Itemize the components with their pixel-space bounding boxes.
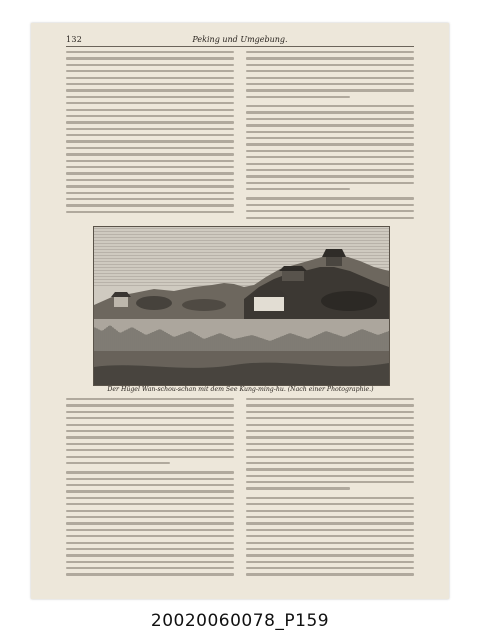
text-line [246,522,414,524]
text-line [246,210,414,212]
text-line [246,567,414,569]
text-line [246,131,414,133]
text-line [66,172,234,174]
landscape-engraving [94,227,389,385]
text-line [66,490,234,492]
text-line [66,417,234,419]
text-line [246,105,414,107]
text-line [66,478,234,480]
text-line [246,456,414,458]
text-line [66,160,234,162]
text-line [246,96,350,98]
text-line [66,554,234,556]
text-line [246,497,414,499]
text-line [66,102,234,104]
text-line [246,404,414,406]
text-line [246,411,414,413]
text-line [66,153,234,155]
text-line [246,89,414,91]
text-line [66,430,234,432]
text-line [246,561,414,563]
figure-caption: Der Hügel Wan-schou-schan mit dem See Kung-ming-hu. (Nach einer Photographie.) [107,386,374,393]
text-line [66,436,234,438]
text-line [246,424,414,426]
header-rule [66,46,414,47]
text-line [66,548,234,550]
text-line [246,529,414,531]
text-line [66,109,234,111]
text-line [66,398,234,400]
text-column-right-bottom [246,398,414,580]
text-line [246,535,414,537]
text-line [66,77,234,79]
text-line [246,468,414,470]
text-line [246,77,414,79]
text-line [246,475,414,477]
text-line [246,516,414,518]
engraving-illustration [93,226,390,386]
text-line [66,89,234,91]
text-line [246,398,414,400]
text-line [66,522,234,524]
text-line [66,147,234,149]
text-line [246,542,414,544]
text-line [66,424,234,426]
text-line [66,449,234,451]
text-line [246,57,414,59]
text-line [246,83,414,85]
text-line [66,198,234,200]
text-line [246,64,414,66]
text-line [66,471,234,473]
text-line [66,83,234,85]
text-line [66,70,234,72]
text-line [66,204,234,206]
text-line [66,529,234,531]
text-line [66,510,234,512]
text-line [246,156,414,158]
text-line [246,169,414,171]
text-line [246,188,350,190]
text-line [66,96,234,98]
text-line [66,57,234,59]
text-line [66,192,234,194]
text-line [246,217,414,219]
text-line [246,163,414,165]
text-line [66,115,234,117]
text-line [66,456,234,458]
text-line [246,137,414,139]
text-line [246,204,414,206]
text-line [66,462,170,464]
text-line [66,166,234,168]
text-line [246,182,414,184]
text-line [66,211,234,213]
text-line [246,175,414,177]
text-line [66,64,234,66]
text-line [66,121,234,123]
text-line [246,481,414,483]
text-line [246,111,414,113]
text-line [66,535,234,537]
text-line [66,567,234,569]
text-line [66,185,234,187]
text-line [246,70,414,72]
text-line [246,118,414,120]
text-line [66,411,234,413]
text-line [246,436,414,438]
text-line [66,51,234,53]
text-line [66,516,234,518]
text-line [66,573,234,575]
running-head: Peking und Umgebung. [192,35,288,44]
text-line [246,197,414,199]
text-line [66,542,234,544]
text-line [246,503,414,505]
text-line [246,548,414,550]
text-line [246,487,350,489]
text-line [246,430,414,432]
text-line [246,143,414,145]
text-line [66,404,234,406]
text-line [246,510,414,512]
text-line [246,417,414,419]
text-line [66,140,234,142]
text-line [66,179,234,181]
text-line [246,573,414,575]
text-line [246,51,414,53]
text-line [66,503,234,505]
text-column-left-bottom [66,398,234,580]
text-line [66,443,234,445]
text-line [66,484,234,486]
text-line [246,150,414,152]
text-line [246,462,414,464]
text-line [246,449,414,451]
text-line [66,561,234,563]
text-line [246,443,414,445]
page-number: 132 [66,35,83,44]
text-line [66,134,234,136]
text-line [246,554,414,556]
text-column-left-top [66,51,234,217]
text-line [246,124,414,126]
text-line [66,497,234,499]
text-line [66,128,234,130]
text-column-right-top [246,51,414,223]
archive-identifier: 20020060078_P159 [150,611,330,631]
